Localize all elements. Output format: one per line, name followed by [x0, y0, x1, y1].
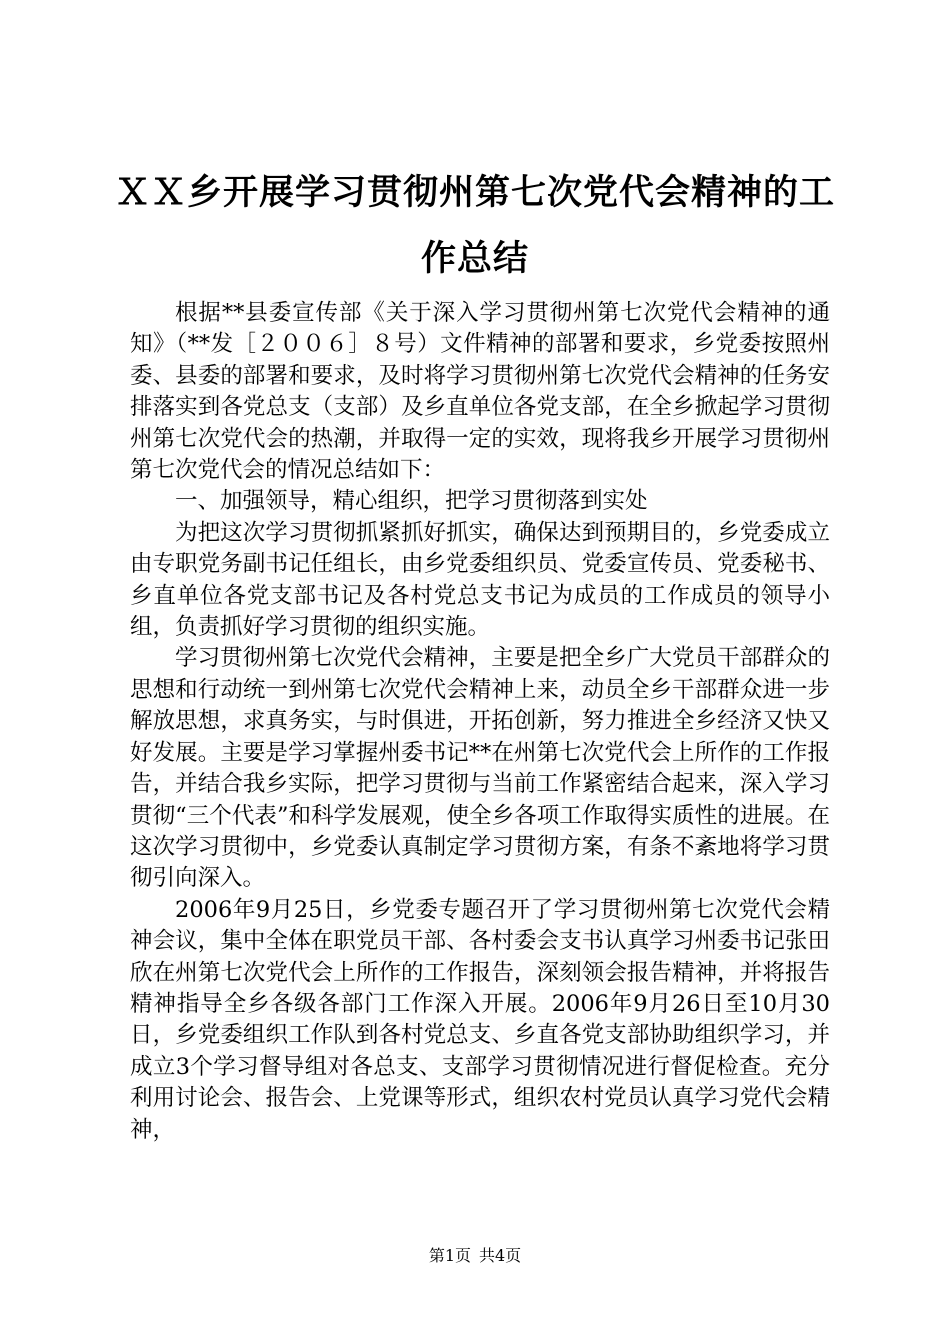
paragraph-meetings: 2006年9月25日，乡党委专题召开了学习贯彻州第七次党代会精神会议，集中全体在职党员干部、各村委会支书认真学习州委书记张田欣在州第七次党代会上所作的工作报告，深刻领会报告精神，并将报告精神指导全乡各级各部门工作深入开展。2006年9月26日至10月30日，乡党委组织工作队到各村党总支、乡直各党支部协助组织学习，并成立3个学习督导组对各总支、支部学习贯彻情况进行督促检查。充分利用讨论会、报告会、上党课等形式，组织农村党员认真学习党代会精神， [130, 896, 830, 1143]
section-heading-1: 一、加强领导，精心组织，把学习贯彻落到实处 [175, 488, 648, 515]
page-footer [0, 1246, 950, 1266]
document-body [130, 298, 830, 1146]
paragraph-study-goals: 学习贯彻州第七次党代会精神，主要是把全乡广大党员干部群众的思想和行动统一到州第七次党代会精神上来，动员全乡干部群众进一步解放思想，求真务实，与时俱进，开拓创新，努力推进全乡经济又快又好发展。主要是学习掌握州委书记**在州第七次党代会上所作的工作报告，并结合我乡实际，把学习贯彻与当前工作紧密结合起来，深入学习贯彻“三个代表”和科学发展观，使全乡各项工作取得实质性的进展。在这次学习贯彻中，乡党委认真制定学习贯彻方案，有条不紊地将学习贯彻引向深入。 [130, 645, 830, 892]
page-number: 第1页 [428, 1246, 471, 1265]
document-title: ＸＸ乡开展学习贯彻州第七次党代会精神的工作总结 [114, 172, 835, 279]
paragraph-leadership: 为把这次学习贯彻抓紧抓好抓实，确保达到预期目的，乡党委成立由专职党务副书记任组长，由乡党委组织员、党委宣传员、党委秘书、乡直单位各党支部书记及各村党总支书记为成员的工作成员的领导小组，负责抓好学习贯彻的组织实施。 [130, 519, 830, 641]
paragraph-intro: 根据**县委宣传部《关于深入学习贯彻州第七次党代会精神的通知》（**发［２００６］８号）文件精神的部署和要求，乡党委按照州委、县委的部署和要求，及时将学习贯彻州第七次党代会精神的任务安排落实到各党总支（支部）及乡直单位各党支部，在全乡掀起学习贯彻州第七次党代会的热潮，并取得一定的实效，现将我乡开展学习贯彻州第七次党代会的情况总结如下： [130, 300, 830, 484]
page-total: 共4页 [479, 1246, 522, 1265]
